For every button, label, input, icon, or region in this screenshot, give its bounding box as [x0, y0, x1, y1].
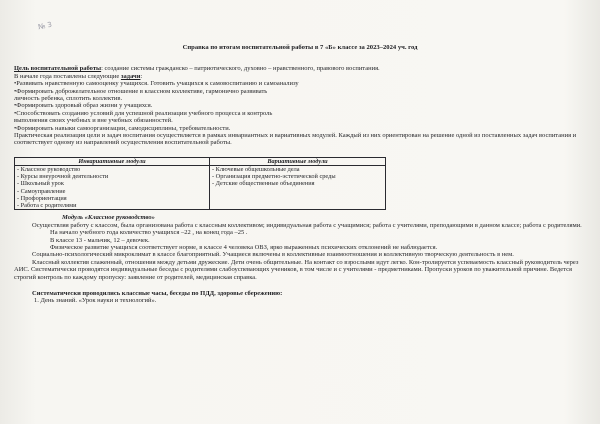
module-item: - Детские общественные объединения — [212, 180, 315, 188]
document-title: Справка по итогам воспитательной работы в 7 «Б» классе за 2023–2024 уч. год — [182, 44, 418, 51]
spacer — [14, 281, 586, 290]
module-item: - Самоуправление — [17, 187, 66, 195]
module-heading: Модуль «Классное руководство» — [62, 214, 155, 222]
goal-label: Цель воспитательной работы — [14, 65, 102, 73]
page-mark: № 3 — [37, 20, 53, 32]
module-item: - Работа с родителями — [17, 202, 77, 210]
list-item-number: 1. — [34, 297, 39, 305]
module-item: - Классное руководство — [17, 166, 81, 174]
task-line: •Развивать нравственную самооценку учащихся. Готовить учащихся к самовоспитанию и самоанализу — [14, 80, 299, 88]
document-content — [14, 44, 586, 305]
goal-text: : создание системы гражданско – патриотического, духовно – нравственного, правового воспитания. — [101, 65, 380, 73]
list-item — [14, 297, 586, 304]
module-paragraph: Осуществляя работу с классом, была организована работа с классным коллективом; индивидуальная работа с учащимися; работа с учителями, преподающими в данном классе; работа с родителями. — [32, 221, 582, 229]
task-line: •Формировать навыки самоорганизации, самодисциплины, требовательности. — [14, 124, 231, 132]
modules-table — [14, 157, 386, 210]
tasks-suffix: : — [140, 72, 143, 80]
module-paragraph: Классный коллектив слаженный, отношения между детьми дружеские. Дети очень общительные. На контакт со взрослыми идут легко. Кон-тролируется успеваемость классный руководитель через АИС. Систематически проводятся индивидуальные беседы с родителями слабоуспевающих учеников, в том числе и с учителями - предметниками. Пропуски уроков по уважительной причине. Ведется строгий контроль по каждому пропуску: заявление от родителей, медицинская справка. — [14, 258, 579, 281]
module-paragraph: На начало учебного года количество учащихся –22 , на конец года –25 . — [50, 229, 248, 237]
task-line: личность ребенка, сплотить коллектив. — [14, 95, 123, 103]
module-item: - Курсы внеурочной деятельности — [17, 173, 109, 181]
module-paragraph: В классе 13 - мальчик, 12 – девочек. — [50, 236, 150, 244]
task-line: выполнения своих учебных и вне учебных обязанностей. — [14, 117, 173, 125]
health-heading: Систематически проводились классные часы, беседы по ПДД, здоровье сбережению: — [32, 289, 283, 297]
tasks-intro-text: В начале года поставлены следующие — [14, 72, 121, 80]
modules-table-header — [15, 157, 386, 165]
invariant-cell — [15, 166, 210, 210]
variant-header: Вариативные модули — [210, 157, 386, 165]
invariant-header: Инвариативные модули — [15, 157, 210, 165]
module-paragraph: Социально-психологический микроклимат в классе благоприятный. Учащиеся включены в коллективные взаимоотношения и коллективную творческую деятельность в нем. — [32, 251, 514, 259]
module-item: - Школьный урок — [17, 180, 64, 188]
task-line: •Способствовать созданию условий для успешной реализации учебного процесса и контроль — [14, 109, 273, 117]
task-line: •Формировать здоровый образ жизни у учащихся. — [14, 102, 153, 110]
practice-paragraph: Практическая реализация цели и задач воспитания осуществляется в рамках инвариантных и вариативных модулей. Каждый из них ориентирован на решение одной из поставленных задач воспитания и соответствует одному из направлений осуществления воспитательной работы. — [14, 132, 577, 147]
module-paragraph: Физическое развитие учащихся соответствует норме, в классе 4 человека ОВЗ, ярко выраженных психических отклонений не наблюдается. — [50, 243, 438, 251]
goal-paragraph — [14, 65, 586, 72]
variant-cell — [210, 166, 386, 210]
module-item: - Ключевые общешкольные дела — [212, 166, 300, 174]
tasks-intro — [14, 73, 586, 80]
module-item: - Профориентация — [17, 194, 67, 202]
module-item: - Организация предметно-эстетической среды — [212, 173, 336, 181]
modules-table-row — [15, 166, 386, 210]
list-item-text: День знаний. «Урок науки и технологий». — [40, 297, 157, 305]
tasks-label: задачи — [120, 72, 141, 80]
task-line: •Формировать доброжелательное отношение в классном коллективе, гармонично развивать — [14, 87, 268, 95]
